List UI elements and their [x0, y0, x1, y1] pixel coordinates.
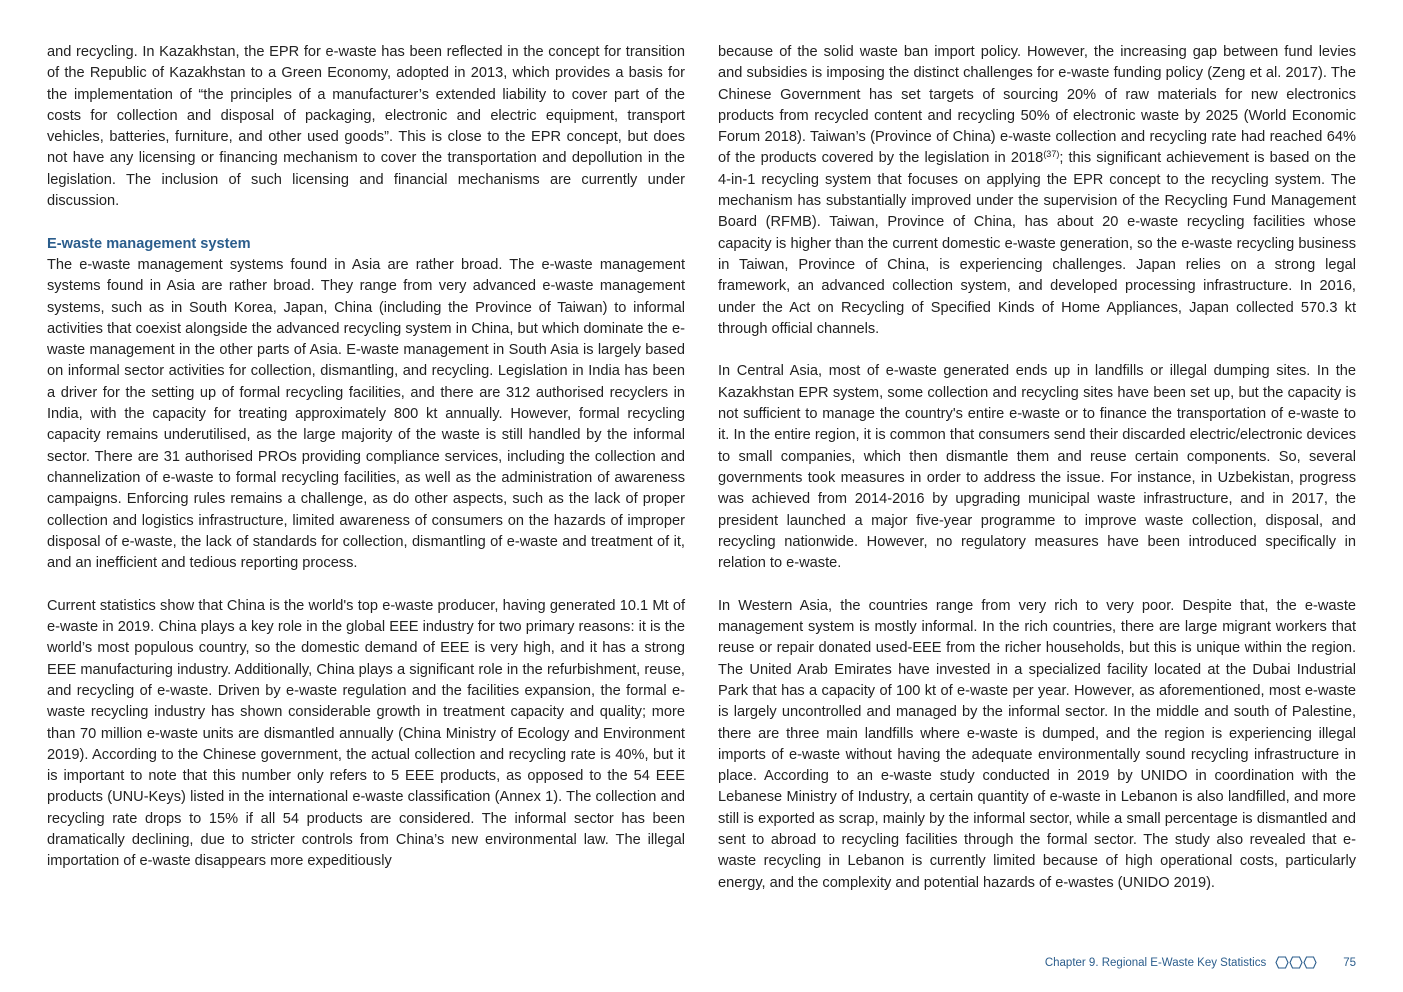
- hexagon-icon: [1303, 956, 1317, 969]
- hexagon-icons: [1275, 956, 1317, 969]
- paragraph-kazakhstan-epr: and recycling. In Kazakhstan, the EPR for e-waste has been reflected in the concept for transition of the Republic of Kazakhstan to a Green Economy, adopted in 2013, which provides a basis for the implementation of “the principles of a manufacturer’s extended liability to cover part of the costs for collection and disposal of packaging, electronic and electric equipment, transport vehicles, batteries, furniture, and other used goods”. This is close to the EPR concept, but does not have any licensing or financing mechanism to cover the transportation and depollution in the legislation. The inclusion of such licensing and financial mechanisms are currently under discussion.: [47, 44, 685, 210]
- paragraph-central-asia: In Central Asia, most of e-waste generated ends up in landfills or illegal dumping sites. In the Kazakhstan EPR system, some collection and recycling sites have been set up, but the capacity is not sufficient to manage the country's entire e-waste or to finance the transportation of e-waste to it. In the entire region, it is common that consumers send their discarded electric/electronic devices to small companies, which then dismantle them and reuse certain components. So, several governments took measures in order to address the issue. For instance, in Uzbekistan, progress was achieved from 2014-2016 by upgrading municipal waste infrastructure, and in 2017, the president launched a major five-year programme to improve waste collection, disposal, and recycling nationwide. However, no regulatory measures have been introduced specifically in relation to e-waste.: [718, 363, 1356, 572]
- paragraph-asia-management: The e-waste management systems found in Asia are rather broad. The e-waste management systems found in Asia are rather broad. They range from very advanced e-waste management systems, such as in South Korea, Japan, China (including the Province of Taiwan) to informal activities that coexist alongside the advanced recycling system in China, but which dominate the e-waste management in the other parts of Asia. E-waste management in South Asia is largely based on informal sector activities for collection, dismantling, and recycling. Legislation in India has been a driver for the setting up of formal recycling facilities, and there are 312 authorised recyclers in India, with the capacity for treating approximately 800 kt annually. However, formal recycling capacity remains underutilised, as the large majority of the waste is still handled by the informal sector. There are 31 authorised PROs providing compliance services, including the collection and channelization of e-waste to formal recycling facilities, as well as the administration of awareness campaigns. Enforcing rules remains a challenge, as do other aspects, such as the lack of proper collection and logistics infrastructure, limited awareness of consumers on the hazards of improper disposal of e-waste, the lack of standards for collection, dismantling of e-waste and treatment of it, and an inefficient and tedious reporting process.: [47, 256, 685, 572]
- paragraph-china-statistics: Current statistics show that China is the world's top e-waste producer, having generated 10.1 Mt of e-waste in 2019. China plays a key role in the global EEE industry for two primary reasons: it is the world’s most populous country, so the domestic demand of EEE is very high, and it has a strong EEE manufacturing industry. Additionally, China plays a significant role in the refurbishment, reuse, and recycling of e-waste. Driven by e-waste regulation and the facilities expansion, the formal e-waste recycling industry has shown considerable growth in treatment capacity and quality; more than 70 million e-waste units are dismantled annually (China Ministry of Ecology and Environment 2019). According to the Chinese government, the actual collection and recycling rate is 40%, but it is important to note that this number only refers to 5 EEE products, as opposed to the 54 EEE products (UNU-Keys) listed in the international e-waste classification (Annex 1). The collection and recycling rate drops to 15% if all 54 products are considered. The informal sector has been dramatically declining, due to stricter controls from China’s new environmental law. The illegal importation of e-waste disappears more expeditiously: [47, 597, 685, 870]
- right-column: [718, 42, 1356, 894]
- chapter-title: Chapter 9. Regional E-Waste Key Statistics: [1044, 956, 1267, 969]
- paragraph-text: ; this significant achievement is based on the 4-in-1 recycling system that focuses on applying the EPR concept to the recycling system. The mechanism has substantially improved under the supervision of the Recycling Fund Management Board (RFMB). Taiwan, Province of China, has about 20 e-waste recycling facilities whose capacity is higher than the current domestic e-waste generation, so the e-waste recycling business in Taiwan, Province of China, is experiencing challenges. Japan relies on a strong legal framework, an advanced collection system, and developed processing infrastructure. In 2016, under the Act on Recycling of Specified Kinds of Home Appliances, Japan collected 570.3 kt through official channels.: [718, 150, 1357, 337]
- hexagon-icon: [1275, 956, 1289, 969]
- hexagon-icon: [1289, 956, 1303, 969]
- left-column: [47, 42, 685, 873]
- paragraph-china-taiwan-japan: [718, 42, 1356, 340]
- paragraph-western-asia: In Western Asia, the countries range from very rich to very poor. Despite that, the e-waste management system is mostly informal. In the rich countries, there are large migrant workers that reuse or repair donated used-EEE from the richer households, but this is unique within the region. The United Arab Emirates have invested in a specialized facility located at the Dubai Industrial Park that has a capacity of 100 kt of e-waste per year. However, as aforementioned, most e-waste is largely uncontrolled and managed by the informal sector. In the middle and south of Palestine, there are three main landfills where e-waste is dumped, and the region is experiencing illegal imports of e-waste without having the adequate environmentally sound recycling infrastructure in place. According to an e-waste study conducted in 2019 by UNIDO in coordination with the Lebanese Ministry of Industry, a certain quantity of e-waste in Lebanon is also landfilled, and more still is exported as scrap, mainly by the informal sector, while a small percentage is dismantled and sent to abroad to recycling facilities through the formal sector. The study also revealed that e-waste recycling in Lebanon is currently limited because of high operational costs, particularly energy, and the complexity and potential hazards of e-wastes (UNIDO 2019).: [718, 597, 1356, 891]
- paragraph-text: because of the solid waste ban import policy. However, the increasing gap between fund levies and subsidies is imposing the distinct challenges for e-waste funding policy (Zeng et al. 2017). The Chinese Government has set targets of sourcing 20% of raw materials for new electronics products from recycled content and recycling 50% of electronic waste by 2025 (World Economic Forum 2018). Taiwan’s (Province of China) e-waste collection and recycling rate had reached 64% of the products covered by the legislation in 2018: [718, 44, 1356, 167]
- section-heading: E-waste management system: [47, 235, 251, 252]
- footnote-reference: (37): [1043, 149, 1060, 160]
- page-number: 75: [1343, 956, 1356, 969]
- page-footer: [1045, 956, 1356, 969]
